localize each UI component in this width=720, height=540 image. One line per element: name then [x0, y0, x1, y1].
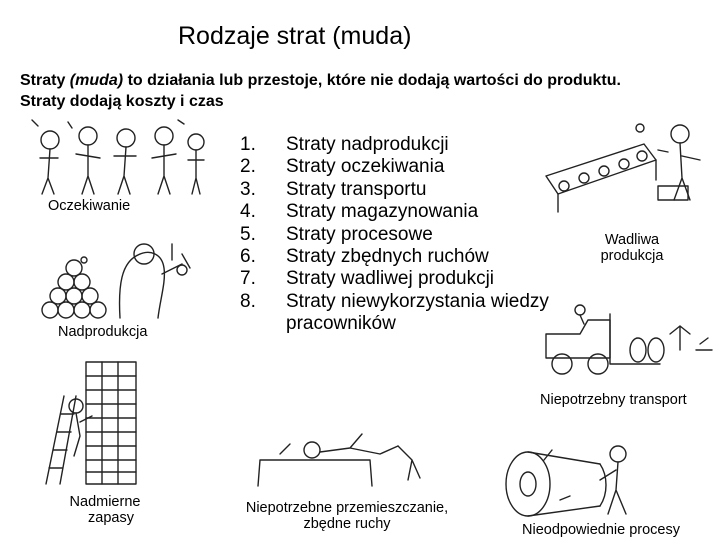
list-text: Straty nadprodukcji [286, 134, 449, 155]
list-number: 1. [240, 134, 256, 155]
intro-text [20, 70, 621, 112]
processing-illustration [500, 440, 650, 520]
list-text: Straty zbędnych ruchów [286, 246, 489, 268]
caption-defects [582, 232, 682, 264]
caption-processing: Nieodpowiednie procesy [522, 522, 680, 538]
list-item [240, 268, 549, 290]
list-text: Straty niewykorzystania wiedzy [286, 290, 549, 312]
list-text: Straty magazynowania [286, 201, 479, 223]
list-number: 7. [240, 268, 256, 290]
list-number: 3. [240, 178, 256, 200]
list-text: Straty oczekiwania [286, 156, 445, 178]
intro-muda-term: (muda) [69, 72, 124, 89]
intro-line-1-end: to działania lub przestoje, które nie dodają wartości do produktu. [123, 72, 621, 89]
list-number: 5. [240, 223, 256, 245]
list-number: 8. [240, 290, 256, 312]
list-item [240, 201, 549, 223]
list-text: Straty wadliwej produkcji [286, 268, 495, 290]
list-text: Straty transportu [286, 178, 427, 200]
intro-line-1-start: Straty [20, 72, 70, 89]
caption-defects-line-1: Wadliwa [604, 232, 660, 248]
list-item-continuation: pracowników [286, 313, 396, 335]
list-number: 6. [240, 246, 256, 268]
list-item [240, 134, 549, 156]
inventory-illustration [36, 356, 146, 486]
transport-illustration [540, 304, 716, 382]
caption-motion [222, 500, 472, 532]
list-item [240, 156, 549, 178]
list-item [240, 291, 549, 313]
list-item [240, 246, 549, 268]
caption-transport: Niepotrzebny transport [540, 392, 687, 408]
list-number: 4. [240, 201, 256, 223]
caption-overproduction: Nadprodukcja [58, 324, 148, 340]
list-text: Straty procesowe [286, 223, 433, 245]
motion-illustration [250, 420, 430, 490]
list-item [240, 224, 549, 246]
waiting-illustration [28, 118, 208, 198]
defects-illustration [540, 120, 720, 216]
list-item [240, 179, 549, 201]
caption-motion-line-2: zbędne ruchy [303, 516, 391, 532]
list-number: 2. [240, 156, 256, 178]
intro-line-1 [20, 70, 621, 91]
caption-inventory [50, 494, 160, 526]
caption-waiting: Oczekiwanie [48, 198, 131, 214]
page-title: Rodzaje strat (muda) [178, 22, 412, 50]
caption-defects-line-2: produkcja [600, 248, 664, 264]
caption-inventory-line-1: Nadmierne [69, 494, 141, 510]
intro-line-2: Straty dodają koszty i czas [20, 93, 224, 110]
overproduction-illustration [32, 234, 202, 320]
caption-inventory-line-2: zapasy [88, 510, 134, 526]
waste-list [240, 134, 549, 336]
caption-motion-line-1: Niepotrzebne przemieszczanie, [245, 500, 449, 516]
